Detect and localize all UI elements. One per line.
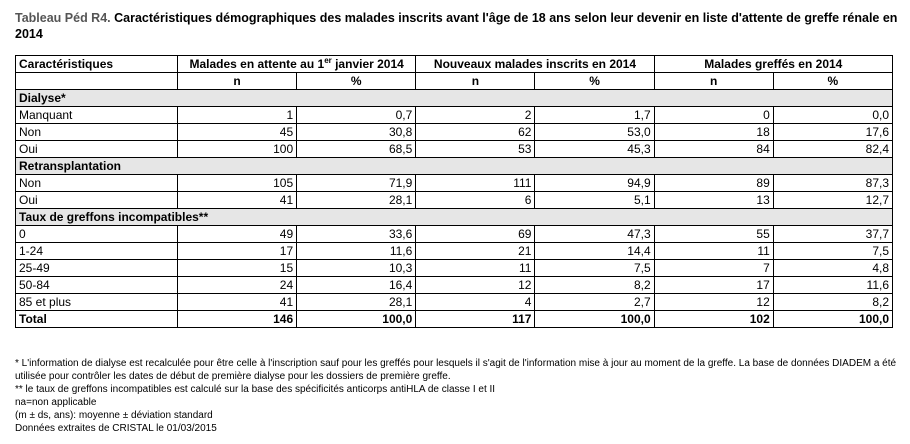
cell-value: 12 xyxy=(416,277,535,294)
row-label: Total xyxy=(16,311,178,328)
header-row-units xyxy=(16,73,893,90)
cell-value: 87,3 xyxy=(773,175,892,192)
cell-value: 0 xyxy=(654,107,773,124)
cell-value: 69 xyxy=(416,226,535,243)
cell-value: 33,6 xyxy=(297,226,416,243)
cell-value: 68,5 xyxy=(297,141,416,158)
table-title-lead: Tableau Péd R4. xyxy=(15,11,111,25)
cell-value: 1,7 xyxy=(535,107,654,124)
cell-value: 11 xyxy=(654,243,773,260)
cell-value: 6 xyxy=(416,192,535,209)
cell-value: 17 xyxy=(654,277,773,294)
footnote: * L'information de dialyse est recalculée pour être celle à l'inscription sauf pour les greffés pour lesquels il s'agit de l'information mise à jour au moment de la greffe. La base de données DIADEM a été utilisée pour contrôler les dates de début de première dialyse pour les dossiers de première greffe. xyxy=(15,358,897,382)
table-body xyxy=(16,90,893,328)
header-empty xyxy=(16,73,178,90)
cell-value: 100,0 xyxy=(535,311,654,328)
data-table xyxy=(15,55,893,328)
row-label: 1-24 xyxy=(16,243,178,260)
cell-value: 1 xyxy=(178,107,297,124)
cell-value: 89 xyxy=(654,175,773,192)
row-label: 50-84 xyxy=(16,277,178,294)
table-row xyxy=(16,124,893,141)
row-label: 25-49 xyxy=(16,260,178,277)
cell-value: 18 xyxy=(654,124,773,141)
header-row-groups xyxy=(16,56,893,73)
header-n: n xyxy=(416,73,535,90)
header-pct: % xyxy=(535,73,654,90)
table-title xyxy=(15,10,900,42)
cell-value: 28,1 xyxy=(297,294,416,311)
cell-value: 5,1 xyxy=(535,192,654,209)
cell-value: 45,3 xyxy=(535,141,654,158)
footnote: ** le taux de greffons incompatibles est calculé sur la base des spécificités anticorps antiHLA de classe I et II xyxy=(15,384,496,395)
cell-value: 53 xyxy=(416,141,535,158)
cell-value: 146 xyxy=(178,311,297,328)
row-label: Oui xyxy=(16,141,178,158)
cell-value: 53,0 xyxy=(535,124,654,141)
cell-value: 37,7 xyxy=(773,226,892,243)
row-label: Oui xyxy=(16,192,178,209)
table-row xyxy=(16,277,893,294)
cell-value: 105 xyxy=(178,175,297,192)
cell-value: 0,0 xyxy=(773,107,892,124)
cell-value: 4 xyxy=(416,294,535,311)
row-label: Non xyxy=(16,175,178,192)
header-n: n xyxy=(654,73,773,90)
cell-value: 11,6 xyxy=(773,277,892,294)
cell-value: 49 xyxy=(178,226,297,243)
cell-value: 24 xyxy=(178,277,297,294)
cell-value: 17 xyxy=(178,243,297,260)
section-header-row xyxy=(16,158,893,175)
header-characteristics: Caractéristiques xyxy=(16,56,178,73)
cell-value: 11,6 xyxy=(297,243,416,260)
cell-value: 15 xyxy=(178,260,297,277)
cell-value: 41 xyxy=(178,192,297,209)
table-row xyxy=(16,141,893,158)
total-row xyxy=(16,311,893,328)
cell-value: 28,1 xyxy=(297,192,416,209)
cell-value: 100,0 xyxy=(297,311,416,328)
footnotes xyxy=(15,357,900,435)
cell-value: 100,0 xyxy=(773,311,892,328)
header-group-waiting: Malades en attente au 1er janvier 2014 xyxy=(178,56,416,73)
cell-value: 7,5 xyxy=(535,260,654,277)
cell-value: 41 xyxy=(178,294,297,311)
cell-value: 21 xyxy=(416,243,535,260)
cell-value: 30,8 xyxy=(297,124,416,141)
table-row xyxy=(16,243,893,260)
cell-value: 45 xyxy=(178,124,297,141)
cell-value: 47,3 xyxy=(535,226,654,243)
cell-value: 4,8 xyxy=(773,260,892,277)
cell-value: 2,7 xyxy=(535,294,654,311)
row-label: Manquant xyxy=(16,107,178,124)
cell-value: 55 xyxy=(654,226,773,243)
cell-value: 13 xyxy=(654,192,773,209)
cell-value: 12,7 xyxy=(773,192,892,209)
table-row xyxy=(16,260,893,277)
section-header-row xyxy=(16,209,893,226)
section-label: Retransplantation xyxy=(16,158,893,175)
cell-value: 11 xyxy=(416,260,535,277)
cell-value: 0,7 xyxy=(297,107,416,124)
cell-value: 111 xyxy=(416,175,535,192)
cell-value: 8,2 xyxy=(773,294,892,311)
header-group-grafted: Malades greffés en 2014 xyxy=(654,56,892,73)
footnote: (m ± ds, ans): moyenne ± déviation standard xyxy=(15,410,213,421)
table-row xyxy=(16,294,893,311)
cell-value: 10,3 xyxy=(297,260,416,277)
header-pct: % xyxy=(297,73,416,90)
row-label: 85 et plus xyxy=(16,294,178,311)
row-label: Non xyxy=(16,124,178,141)
table-row xyxy=(16,226,893,243)
cell-value: 71,9 xyxy=(297,175,416,192)
section-label: Taux de greffons incompatibles** xyxy=(16,209,893,226)
section-label: Dialyse* xyxy=(16,90,893,107)
cell-value: 16,4 xyxy=(297,277,416,294)
table-row xyxy=(16,107,893,124)
table-row xyxy=(16,192,893,209)
cell-value: 62 xyxy=(416,124,535,141)
table-row xyxy=(16,175,893,192)
cell-value: 117 xyxy=(416,311,535,328)
header-group-new: Nouveaux malades inscrits en 2014 xyxy=(416,56,654,73)
header-pct: % xyxy=(773,73,892,90)
section-header-row xyxy=(16,90,893,107)
cell-value: 100 xyxy=(178,141,297,158)
cell-value: 84 xyxy=(654,141,773,158)
cell-value: 8,2 xyxy=(535,277,654,294)
header-n: n xyxy=(178,73,297,90)
footnote: Données extraites de CRISTAL le 01/03/2015 xyxy=(15,423,217,434)
cell-value: 2 xyxy=(416,107,535,124)
table-title-text: Caractéristiques démographiques des malades inscrits avant l'âge de 18 ans selon leur devenir en liste d'attente de greffe rénale en 2014 xyxy=(15,11,898,41)
cell-value: 17,6 xyxy=(773,124,892,141)
cell-value: 94,9 xyxy=(535,175,654,192)
footnote: na=non applicable xyxy=(15,397,97,408)
cell-value: 12 xyxy=(654,294,773,311)
cell-value: 102 xyxy=(654,311,773,328)
cell-value: 7,5 xyxy=(773,243,892,260)
cell-value: 7 xyxy=(654,260,773,277)
row-label: 0 xyxy=(16,226,178,243)
cell-value: 82,4 xyxy=(773,141,892,158)
cell-value: 14,4 xyxy=(535,243,654,260)
